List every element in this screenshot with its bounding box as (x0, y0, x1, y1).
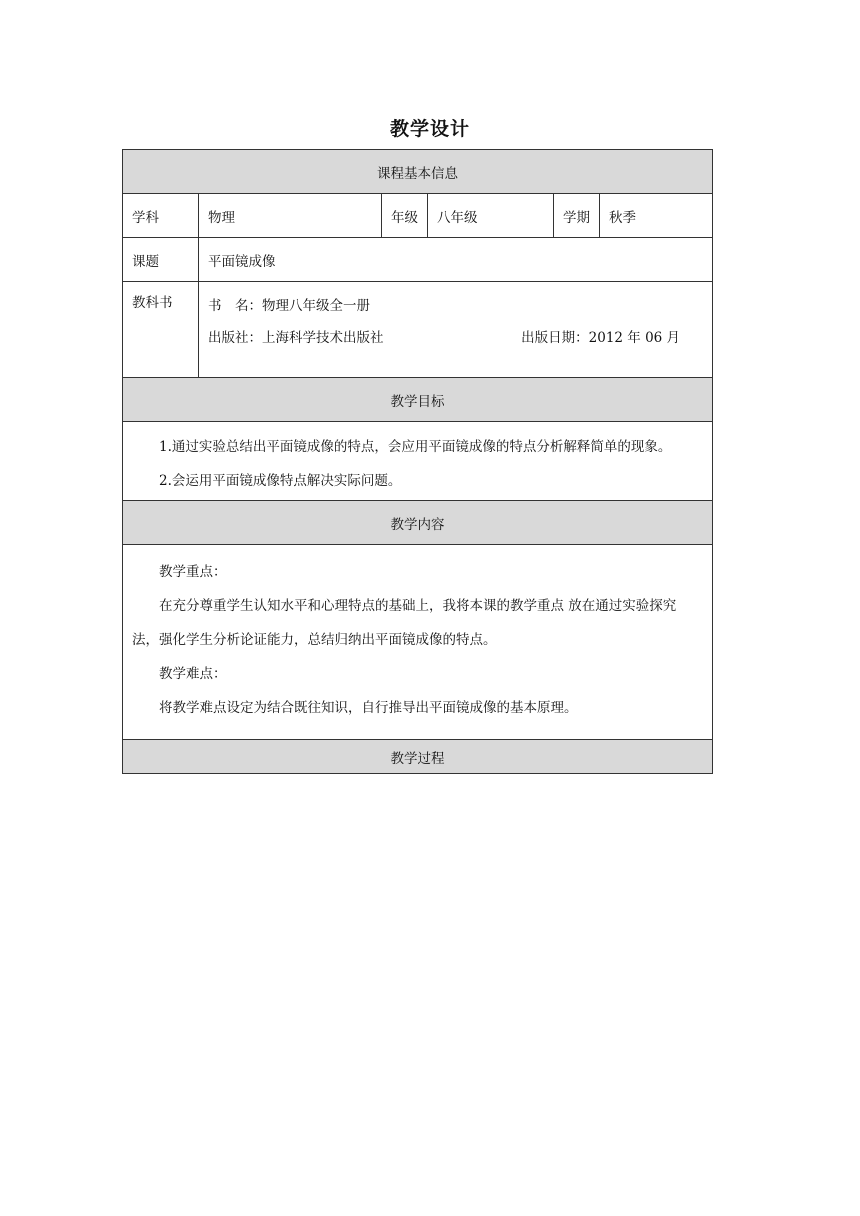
subject-label: 学科 (123, 194, 199, 238)
publisher: 出版社：上海科学技术出版社 (208, 330, 384, 346)
topic-label: 课题 (123, 238, 199, 282)
goal-item: 2.会运用平面镜成像特点解决实际问题。 (159, 473, 402, 489)
section-title-basic-info: 课程基本信息 (123, 150, 713, 194)
section-header-process (123, 740, 713, 774)
goals-row (123, 422, 713, 501)
section-header-content (123, 501, 713, 545)
grade-label: 年级 (382, 194, 428, 238)
goal-item: 1.通过实验总结出平面镜成像的特点，会应用平面镜成像的特点分析解释简单的现象。 (159, 439, 672, 455)
difficulty-text: 将教学难点设定为结合既往知识，自行推导出平面镜成像的基本原理。 (159, 700, 578, 716)
term-label: 学期 (554, 194, 600, 238)
info-row-topic (123, 238, 713, 282)
grade-value: 八年级 (428, 194, 554, 238)
topic-value: 平面镜成像 (199, 238, 713, 282)
info-row-textbook (123, 282, 713, 378)
section-title-content: 教学内容 (123, 501, 713, 545)
document-title: 教学设计 (389, 118, 470, 140)
section-header-basic-info (123, 150, 713, 194)
section-title-goals: 教学目标 (123, 378, 713, 422)
lesson-plan-table (122, 149, 713, 774)
section-title-process: 教学过程 (123, 740, 713, 774)
publish-date: 出版日期：2012 年 06 月 (521, 330, 681, 346)
subject-value: 物理 (199, 194, 382, 238)
key-point-label: 教学重点： (159, 564, 227, 580)
book-name: 书 名：物理八年级全一册 (208, 298, 370, 314)
difficulty-label: 教学难点： (159, 666, 227, 682)
term-value: 秋季 (600, 194, 713, 238)
content-row (123, 545, 713, 740)
goals-content (123, 422, 713, 501)
textbook-label: 教科书 (123, 282, 199, 378)
teaching-content (123, 545, 713, 740)
info-row-subject (123, 194, 713, 238)
textbook-details (199, 282, 713, 378)
key-point-text: 在充分尊重学生认知水平和心理特点的基础上，我将本课的教学重点 放在通过实验探究法，强化学生分析论证能力，总结归纳出平面镜成像的特点。 (132, 598, 677, 648)
section-header-goals (123, 378, 713, 422)
